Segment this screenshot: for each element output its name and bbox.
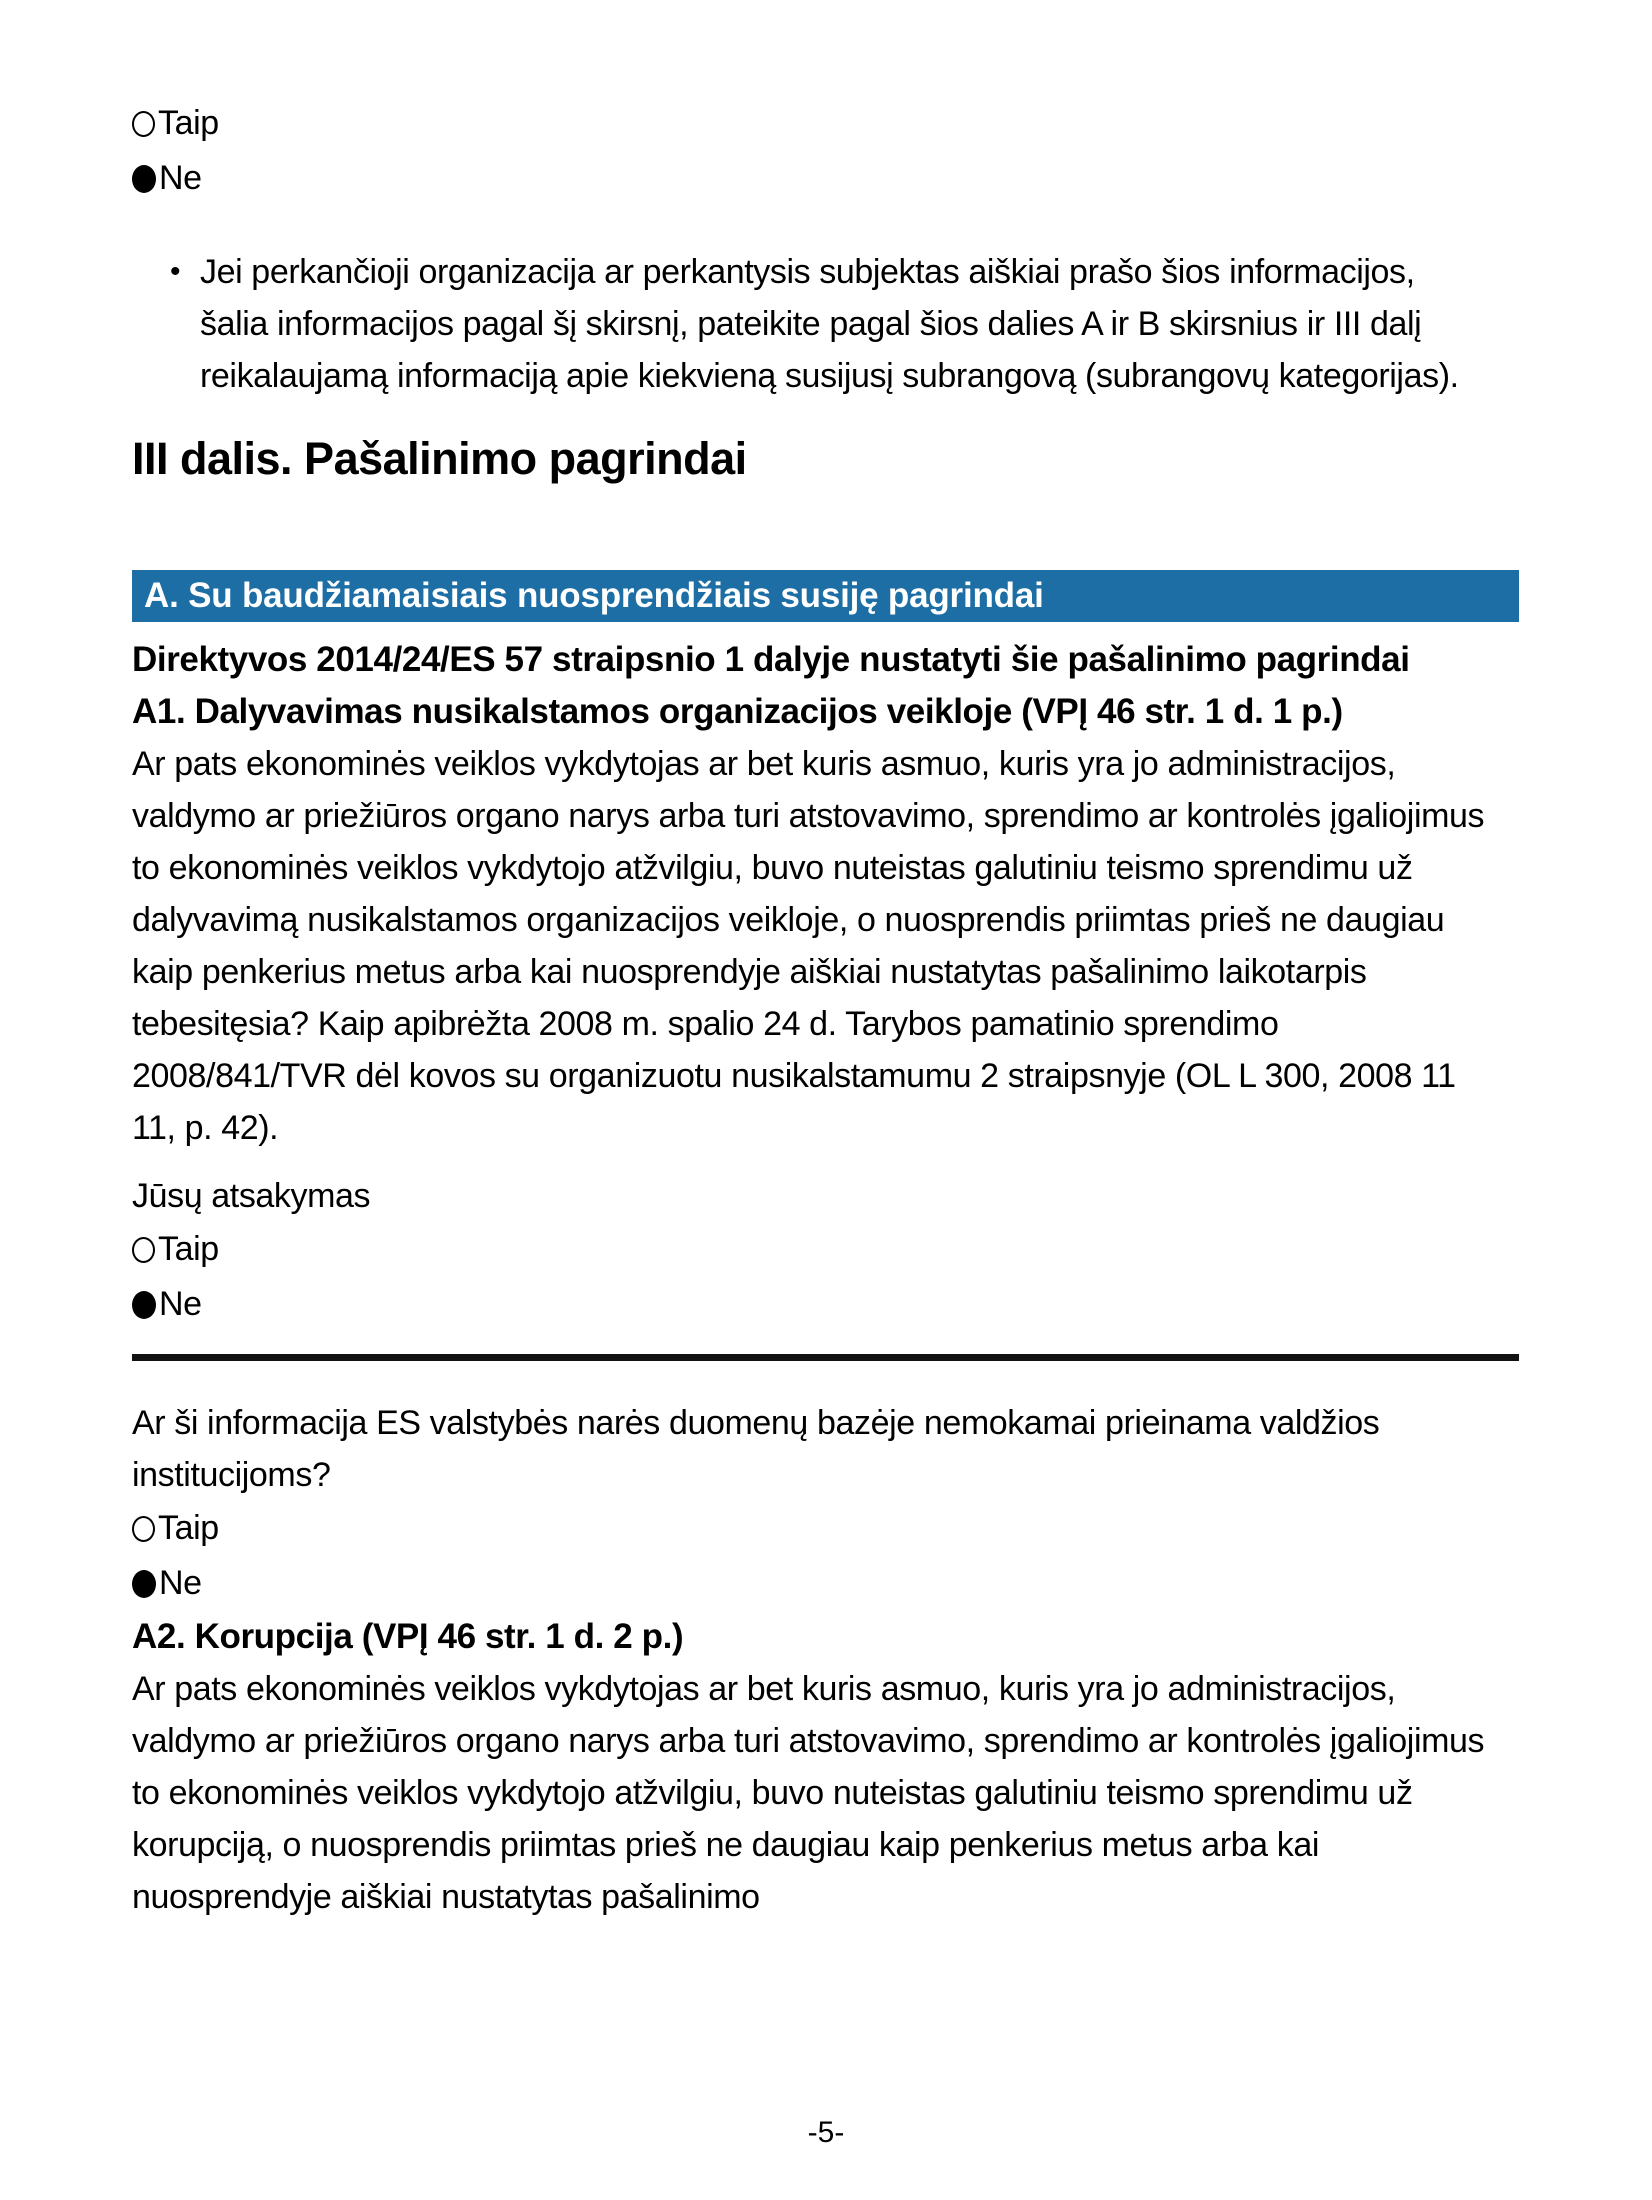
- radio-icon[interactable]: [132, 165, 156, 193]
- radio-option-taip[interactable]: [132, 1222, 1519, 1277]
- radio-option-taip[interactable]: [132, 1501, 1519, 1556]
- a1-heading: A1. Dalyvavimas nusikalstamos organizacijos veikloje (VPĮ 46 str. 1 d. 1 p.): [132, 692, 1343, 731]
- radio-icon[interactable]: [132, 1237, 155, 1263]
- a2-question-text: Ar pats ekonominės veiklos vykdytojas ar bet kuris asmuo, kuris yra jo administracijos, valdymo ar priežiūros organo narys arba turi atstovavimo, sprendimo ar kontrolės įgaliojimus to ekonominės veiklos vykdytojo atžvilgiu, buvo nuteistas galutiniu teismo sprendimu už korupciją, o nuosprendis priimtas prieš ne daugiau kaip penkerius metus arba kai nuosprendyje aiškiai nustatytas pašalinimo: [132, 1670, 1485, 1916]
- a2-heading: A2. Korupcija (VPĮ 46 str. 1 d. 2 p.): [132, 1617, 684, 1656]
- subcontractor-note: • Jei perkančioji organizacija ar perkantysis subjektas aiškiai prašo šios informacijos, šalia informacijos pagal šį skirsnį, pateikite pagal šios dalies A ir B skirsnius ir III dalį reikalaujamą informaciją apie kiekvieną susijusį subrangovą (subrangovų kategorijas).: [132, 246, 1490, 402]
- a1-answer-radio-group: [132, 1222, 1519, 1332]
- radio-icon[interactable]: [132, 1516, 155, 1542]
- radio-option-label: Taip: [158, 1230, 219, 1268]
- radio-option-label: Ne: [159, 1285, 202, 1323]
- radio-option-ne[interactable]: [132, 1556, 1519, 1611]
- a1-db-availability-question: Ar ši informacija ES valstybės narės duomenų bazėje nemokamai prieinama valdžios institucijoms?: [132, 1404, 1380, 1494]
- part-3-title: III dalis. Pašalinimo pagrindai: [132, 433, 747, 484]
- page-number: -5-: [807, 2116, 845, 2149]
- a1-answer-label: Jūsų atsakymas: [132, 1177, 371, 1215]
- radio-option-ne[interactable]: [132, 151, 1519, 206]
- radio-icon[interactable]: [132, 1570, 156, 1598]
- radio-option-label: Taip: [158, 104, 219, 142]
- top-question-radio-group: [132, 96, 1519, 206]
- radio-option-label: Taip: [158, 1509, 219, 1547]
- section-a-banner: A. Su baudžiamaisiais nuosprendžiais susiję pagrindai: [132, 570, 1519, 622]
- section-a-intro: Direktyvos 2014/24/ES 57 straipsnio 1 dalyje nustatyti šie pašalinimo pagrindai: [132, 640, 1410, 679]
- section-divider: [132, 1354, 1519, 1361]
- a1-question-text: Ar pats ekonominės veiklos vykdytojas ar bet kuris asmuo, kuris yra jo administracijos, valdymo ar priežiūros organo narys arba turi atstovavimo, sprendimo ar kontrolės įgaliojimus to ekonominės veiklos vykdytojo atžvilgiu, buvo nuteistas galutiniu teismo sprendimu už dalyvavimą nusikalstamos organizacijos veikloje, o nuosprendis priimtas prieš ne daugiau kaip penkerius metus arba kai nuosprendyje aiškiai nustatytas pašalinimo laikotarpis tebesitęsia? Kaip apibrėžta 2008 m. spalio 24 d. Tarybos pamatinio sprendimo 2008/841/TVR dėl kovos su organizuotu nusikalstamumu 2 straipsnyje (OL L 300, 2008 11 11, p. 42).: [132, 745, 1485, 1147]
- radio-icon[interactable]: [132, 1291, 156, 1319]
- radio-option-label: Ne: [159, 159, 202, 197]
- radio-option-ne[interactable]: [132, 1277, 1519, 1332]
- radio-option-taip[interactable]: [132, 96, 1519, 151]
- radio-icon[interactable]: [132, 111, 155, 137]
- a1-db-availability-radio-group: [132, 1501, 1519, 1611]
- radio-option-label: Ne: [159, 1564, 202, 1602]
